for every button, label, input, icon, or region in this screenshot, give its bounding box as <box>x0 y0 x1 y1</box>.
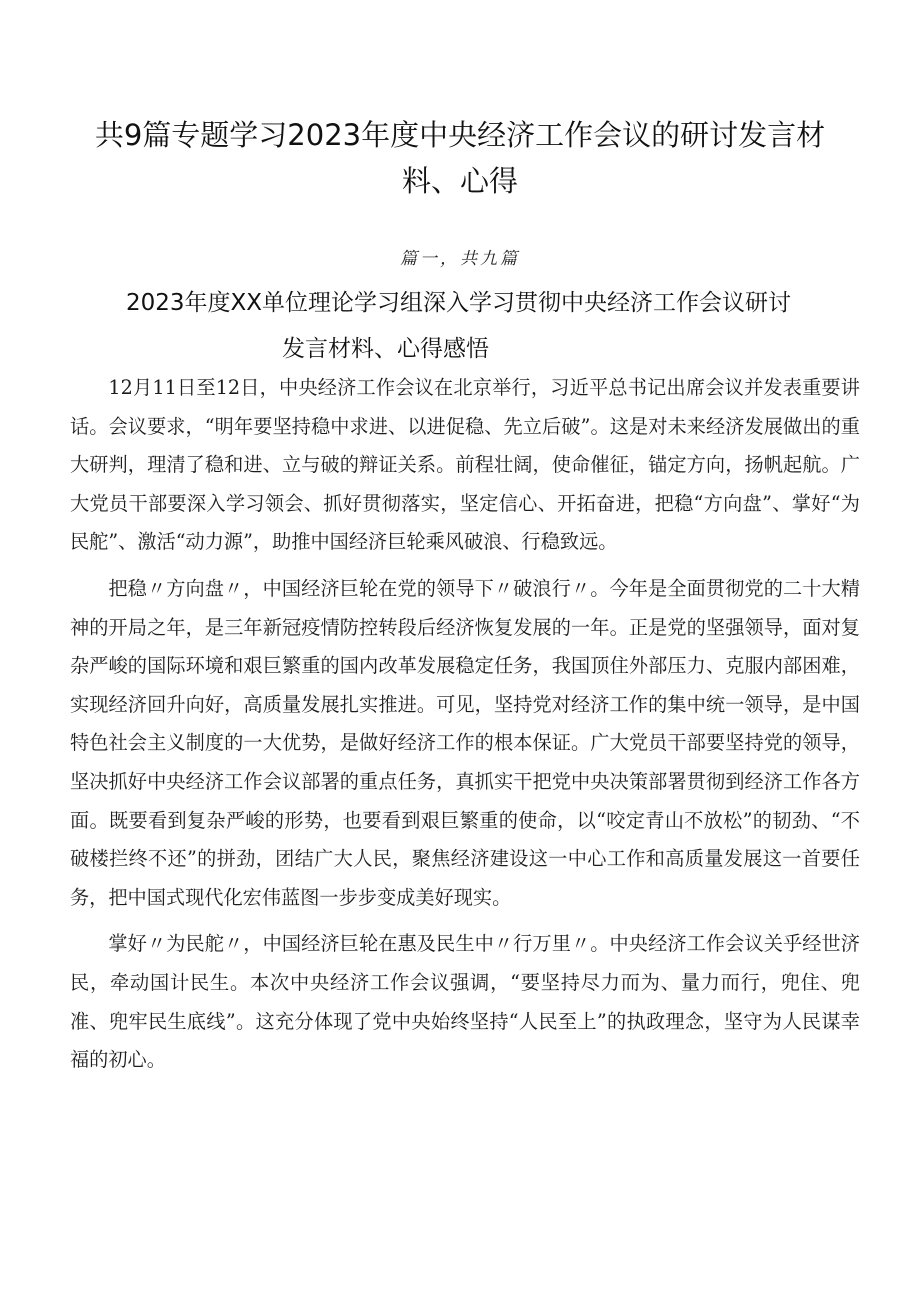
article-subtitle <box>60 280 920 372</box>
paragraph-1: 12月11日至12日，中央经济工作会议在北京举行，习近平总书记出席会议并发表重要讲话。会议要求，“明年要坚持稳中求进、以进促稳、先立后破”。这是对未来经济发展做出的重大研判，理清了稳和进、立与破的辩证关系。前程壮阔，使命催征，锚定方向，扬帆起航。广大党员干部要深入学习领会、抓好贯彻落实，坚定信心、开拓奋进，把稳“方向盘”、掌好“为民舵”、激活“动力源”，助推中国经济巨轮乘风破浪、行稳致远。 <box>70 376 860 554</box>
document-title: 共9篇专题学习2023年度中央经济工作会议的研讨发言材料、心得 <box>94 118 826 198</box>
article-body <box>70 369 860 1088</box>
section-label: 篇一，共九篇 <box>400 249 520 269</box>
paragraph-2: 把稳〃方向盘〃，中国经济巨轮在党的领导下〃破浪行〃。今年是全面贯彻党的二十大精神的开局之年，是三年新冠疫情防控转段后经济恢复发展的一年。正是党的坚强领导，面对复杂严峻的国际环境和艰巨繁重的国内改革发展稳定任务，我国顶住外部压力、克服内部困难，实现经济回升向好，高质量发展扎实推进。可见，坚持党对经济工作的集中统一领导，是中国特色社会主义制度的一大优势，是做好经济工作的根本保证。广大党员干部要坚持党的领导，坚决抓好中央经济工作会议部署的重点任务，真抓实干把党中央决策部署贯彻到经济工作各方面。既要看到复杂严峻的形势，也要看到艰巨繁重的使命，以“咬定青山不放松”的韧劲、“不破楼拦终不还”的拼劲，团结广大人民，聚焦经济建设这一中心工作和高质量发展这一首要任务，把中国式现代化宏伟蓝图一步步变成美好现实。 <box>70 576 860 909</box>
subtitle-line-1: 2023年度XX单位理论学习组深入学习贯彻中央经济工作会议研讨 <box>126 290 792 316</box>
paragraph-3: 掌好〃为民舵〃，中国经济巨轮在惠及民生中〃行万里〃。中央经济工作会议关乎经世济民，牵动国计民生。本次中央经济工作会议强调，“要坚持尽力而为、量力而行，兜住、兜准、兜牢民生底线”。这充分体现了党中央始终坚持“人民至上”的执政理念，坚守为人民谋幸福的初心。 <box>70 932 860 1072</box>
subtitle-line-2: 发言材料、心得感悟 <box>282 336 489 362</box>
